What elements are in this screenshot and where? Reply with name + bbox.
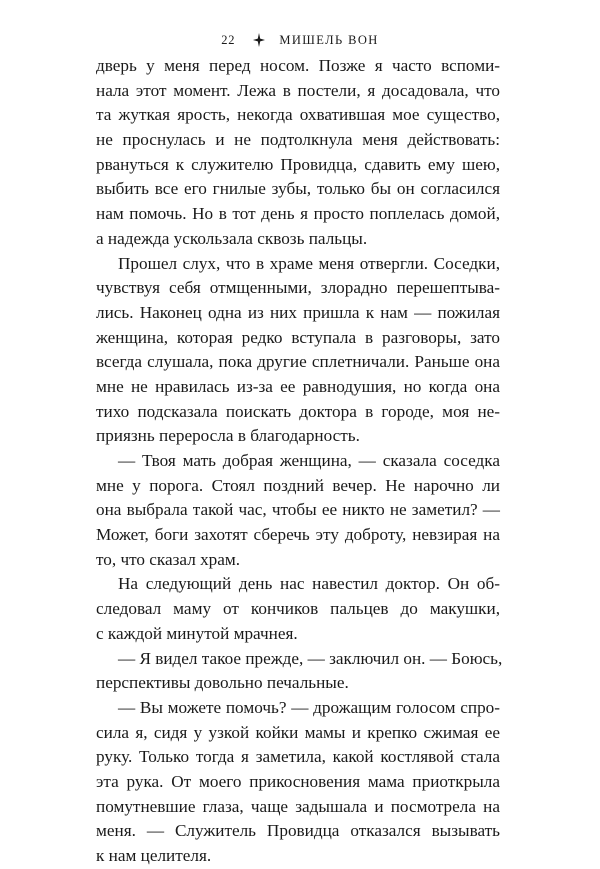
text-line: к нам целителя. — [96, 846, 212, 865]
text-line: чувствуя себя отмщенными, злорадно перешептыва- — [96, 278, 500, 298]
text-line: нала этот момент. Лежа в постели, я досадовала, что — [96, 80, 500, 100]
text-line: не проснулась и не подтолкнула меня действовать: — [96, 130, 500, 150]
page-number: 22 — [221, 32, 236, 47]
text-line: дверь у меня перед носом. Позже я часто вспоми- — [96, 56, 500, 75]
text-line: сила я, сидя у узкой койки мамы и крепко сжимая ее — [96, 722, 500, 742]
text-line: меня. — Служитель Провидца отказался вызывать — [96, 821, 500, 841]
text-line: приязнь переросла в благодарность. — [96, 426, 360, 446]
text-line: Прошел слух, что в храме меня отвергли. Соседки, — [118, 253, 500, 273]
text-line: — Вы можете помочь? — дрожащим голосом спро- — [118, 697, 500, 717]
text-line: она выбрала такой час, чтобы ее никто не заметил? — — [96, 500, 500, 520]
text-line: всегда слушала, пока другие сплетничали. Раньше она — [96, 352, 500, 372]
text-line: то, что сказал храм. — [96, 549, 241, 569]
text-line: руку. Только тогда я заметила, какой костлявой стала — [96, 747, 500, 767]
text-line: следовал маму от кончиков пальцев до макушки, — [96, 599, 500, 619]
text-line: Может, боги захотят сберечь эту доброту, невзирая на — [96, 525, 500, 545]
text-line: а надежда ускользала сквозь пальцы. — [96, 228, 368, 248]
text-line: с каждой минутой мрачнея. — [96, 623, 298, 643]
text-line: нам помочь. Но в тот день я просто поплелась домой, — [96, 204, 500, 224]
text-line: эта рука. От моего прикосновения мама приоткрыла — [96, 771, 500, 791]
running-head — [0, 30, 600, 50]
four-point-star-icon — [253, 33, 265, 47]
author-name: МИШЕЛЬ ВОН — [279, 32, 379, 47]
text-line: тихо подсказала поискать доктора в городе, моя не- — [96, 401, 500, 421]
text-line: — Я видел такое прежде, — заключил он. — Боюсь, — [118, 648, 503, 668]
text-line: На следующий день нас навестил доктор. Он об- — [118, 574, 500, 594]
text-line: та жуткая ярость, некогда охватившая мое существо, — [96, 105, 500, 125]
text-line: мне не нравилась из-за ее равнодушия, но когда она — [96, 376, 500, 396]
text-line: рвануться к служителю Провидца, сдавить ему шею, — [96, 154, 500, 174]
text-line: перспективы довольно печальные. — [96, 673, 349, 693]
text-line: женщина, которая редко вступала в разговоры, зато — [96, 327, 500, 347]
text-line: помутневшие глаза, чаще задышала и посмотрела на — [96, 796, 500, 816]
text-line: мне у порога. Стоял поздний вечер. Не нарочно ли — [96, 475, 500, 495]
text-line: — Твоя мать добрая женщина, — сказала соседка — [118, 451, 500, 470]
text-line: лись. Наконец одна из них пришла к нам — пожилая — [96, 302, 500, 322]
body-text — [96, 54, 503, 869]
text-line: выбить все его гнилые зубы, только бы он согласился — [96, 179, 500, 199]
